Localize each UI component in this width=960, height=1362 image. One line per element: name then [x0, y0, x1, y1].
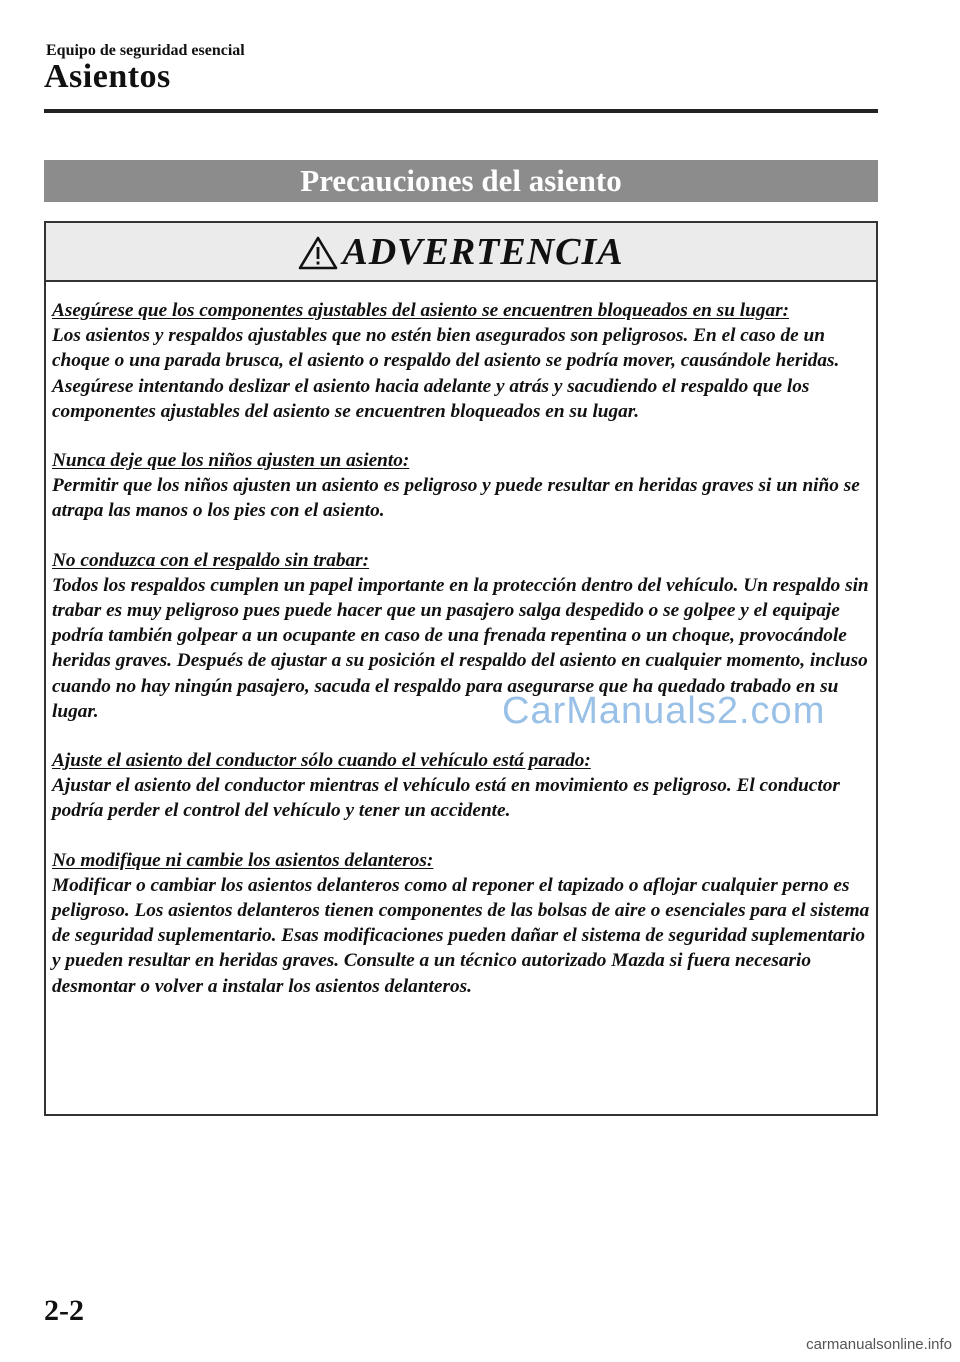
warning-item-text: Permitir que los niños ajusten un asiento es peligroso y puede resultar en heridas graves si un niño se atrapa las manos o los pies con el asiento.	[52, 475, 860, 522]
warning-title: ADVERTENCIA	[342, 230, 624, 273]
warning-item-text: Ajustar el asiento del conductor mientras el vehículo está en movimiento es peligroso. El conductor podría perder el control del vehículo y tener un accidente.	[52, 775, 840, 822]
banner-title: Precauciones del asiento	[300, 163, 622, 198]
warning-item-text: Los asientos y respaldos ajustables que no estén bien asegurados son peligrosos. En el caso de un choque o una parada brusca, el asiento o respaldo del asiento se podría mover, causándole heridas. Asegúrese intentando deslizar el asiento hacia adelante y atrás y sacudiendo el respaldo que los componentes ajustables del asiento se encuentren bloqueados en su lugar.	[52, 325, 840, 422]
warning-item	[52, 848, 870, 999]
warning-body	[46, 282, 876, 999]
warning-triangle-icon	[298, 236, 338, 270]
footer-site-link[interactable]: carmanualsonline.info	[806, 1336, 952, 1353]
chapter-title: Equipo de seguridad esencial	[46, 42, 245, 59]
warning-item-text: Modificar o cambiar los asientos delanteros como al reponer el tapizado o aflojar cualquier perno es peligroso. Los asientos delanteros tienen componentes de las bolsas de aire o esenciales para el sistema de seguridad suplementario. Esas modificaciones pueden dañar el sistema de seguridad suplementario y pueden resultar en heridas graves. Consulte a un técnico autorizado Mazda si fuera necesario desmontar o volver a instalar los asientos delanteros.	[52, 874, 870, 997]
warning-item-heading: No modifique ni cambie los asientos delanteros:	[52, 849, 434, 871]
page-number: 2-2	[44, 1294, 84, 1327]
warning-item-heading: Asegúrese que los componentes ajustables del asiento se encuentren bloqueados en su lugar:	[52, 300, 790, 321]
warning-item-heading: Nunca deje que los niños ajusten un asiento:	[52, 450, 410, 472]
warning-box	[44, 221, 878, 1116]
watermark: CarManuals2.com	[502, 690, 826, 732]
section-banner	[44, 160, 878, 202]
warning-item	[52, 448, 870, 524]
warning-item-text: Todos los respaldos cumplen un papel importante en la protección dentro del vehículo. Un respaldo sin trabar es muy peligroso pues puede hacer que un pasajero salga despedido o se golpee y el equipaje podría también golpear a un ocupante en caso de una frenada repentina o un choque, provocándole heridas graves. Después de ajustar a su posición el respaldo del asiento en cualquier momento, incluso cuando no hay ningún pasajero, sacuda el respaldo para asegurarse que ha quedado trabado en su lugar.	[52, 574, 869, 722]
warning-item-heading: Ajuste el asiento del conductor sólo cuando el vehículo está parado:	[52, 750, 591, 772]
section-title: Asientos	[44, 58, 171, 95]
header-divider	[44, 109, 878, 113]
warning-item	[52, 748, 870, 824]
warning-item-heading: No conduzca con el respaldo sin trabar:	[52, 549, 370, 571]
warning-item	[52, 298, 870, 424]
warning-header	[46, 223, 876, 282]
